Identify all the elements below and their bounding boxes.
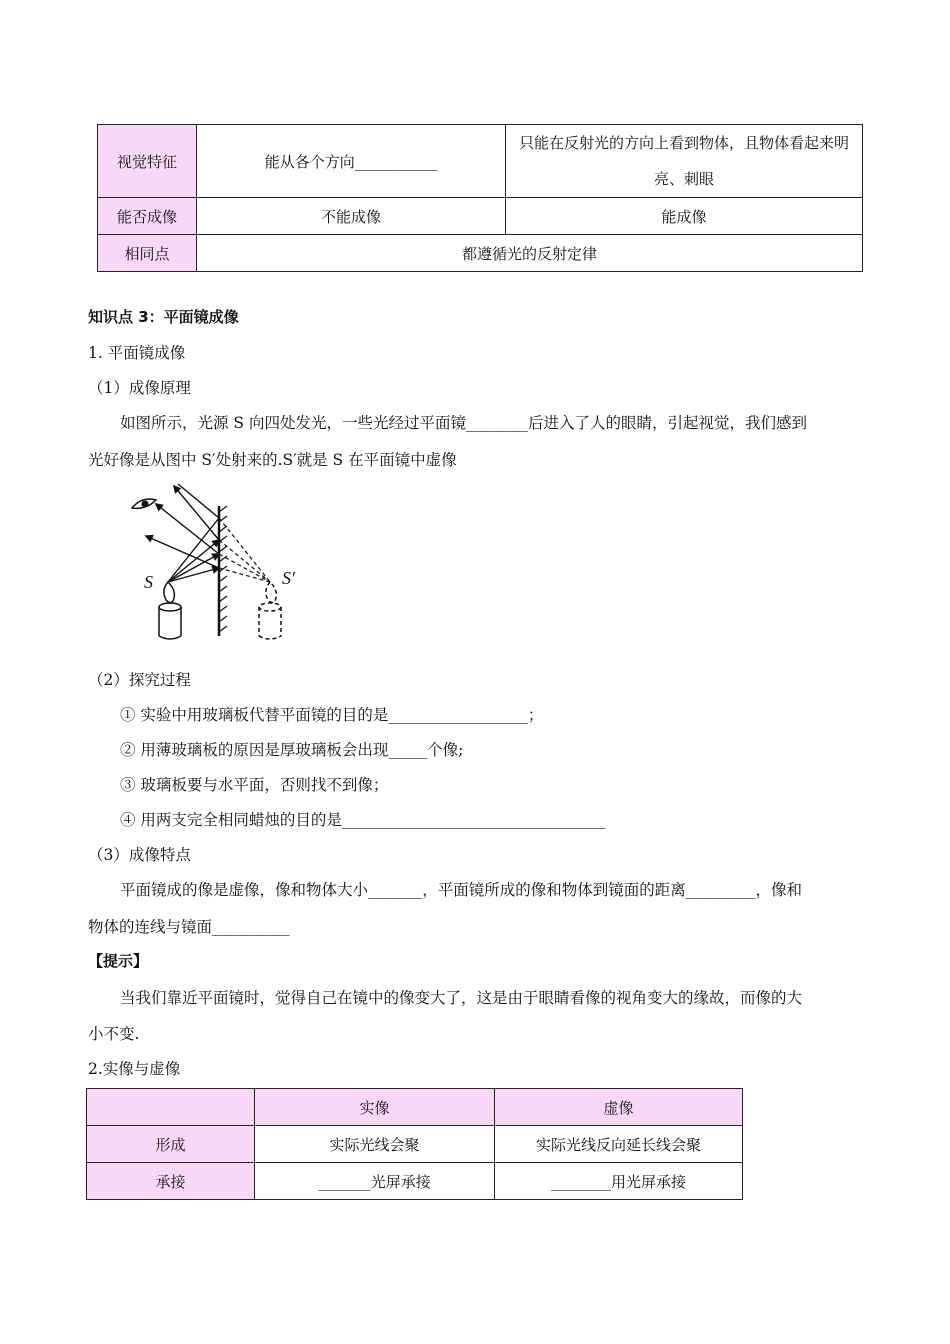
tip-title: 【提示】: [88, 952, 149, 970]
row-label: 形成: [87, 1126, 255, 1163]
paragraph-heading: （2）探究过程: [88, 671, 191, 689]
paragraph-line: 平面镜成的像是虚像，像和物体大小_______，平面镜所成的像和物体到镜面的距离_________，像和: [120, 881, 803, 899]
paragraph-line: 光好像是从图中 S′处射来的.S′就是 S 在平面镜中虚像: [88, 451, 457, 469]
section-title: 知识点 3：平面镜成像: [88, 308, 239, 326]
table-row: [87, 1126, 743, 1163]
specular-cell: 只能在反射光的方向上看到物体，且物体看起来明亮、刺眼: [506, 125, 863, 198]
subsection-title: 2.实像与虚像: [88, 1060, 181, 1078]
label-s: S: [144, 572, 153, 592]
table-row: [98, 235, 863, 272]
mirror: [219, 506, 227, 636]
paragraph-heading: （1）成像原理: [88, 379, 191, 397]
virtual-image-cell: 实际光线反向延长线会聚: [495, 1126, 743, 1163]
real-image-cell: _______光屏承接: [255, 1163, 495, 1200]
table-header-row: [87, 1089, 743, 1126]
reflection-comparison-table: [97, 124, 863, 272]
diffuse-cell: 不能成像: [197, 198, 506, 235]
row-label: 相同点: [98, 235, 197, 272]
plane-mirror-diagram: [128, 478, 308, 648]
list-item: ④ 用两支完全相同蜡烛的目的是__________________________________: [120, 811, 606, 829]
table-row: [87, 1163, 743, 1200]
table-row: [98, 125, 863, 198]
header-cell: 虚像: [495, 1089, 743, 1126]
header-cell: 实像: [255, 1089, 495, 1126]
subsection-title: 1. 平面镜成像: [88, 344, 186, 362]
list-item: ③ 玻璃板要与水平面，否则找不到像；: [120, 776, 389, 794]
candle-image: [259, 582, 281, 639]
row-label: 视觉特征: [98, 125, 197, 198]
virtual-rays: [219, 518, 270, 582]
table-row: [98, 198, 863, 235]
tip-line: 小不变.: [88, 1025, 140, 1043]
diffuse-cell: 能从各个方向___________: [197, 125, 506, 198]
header-cell: [87, 1089, 255, 1126]
paragraph-line: 物体的连线与镜面__________: [88, 918, 290, 936]
eye-icon: [132, 499, 156, 508]
light-rays: [146, 484, 219, 582]
row-label: 承接: [87, 1163, 255, 1200]
tip-line: 当我们靠近平面镜时，觉得自己在镜中的像变大了，这是由于眼睛看像的视角变大的缘故，而像的大: [120, 989, 803, 1007]
row-label: 能否成像: [98, 198, 197, 235]
paragraph-line: 如图所示，光源 S 向四处发光，一些光经过平面镜________后进入了人的眼睛，引起视觉，我们感到: [120, 414, 807, 432]
virtual-image-cell: ________用光屏承接: [495, 1163, 743, 1200]
label-s-prime: S′: [282, 568, 295, 588]
real-virtual-image-table: [86, 1088, 743, 1200]
candle: [159, 582, 181, 639]
specular-cell: 能成像: [506, 198, 863, 235]
list-item: ② 用薄玻璃板的原因是厚玻璃板会出现_____个像;: [120, 741, 464, 759]
real-image-cell: 实际光线会聚: [255, 1126, 495, 1163]
list-item: ① 实验中用玻璃板代替平面镜的目的是__________________；: [120, 706, 544, 724]
paragraph-heading: （3）成像特点: [88, 846, 191, 864]
common-cell: 都遵循光的反射定律: [197, 235, 863, 272]
